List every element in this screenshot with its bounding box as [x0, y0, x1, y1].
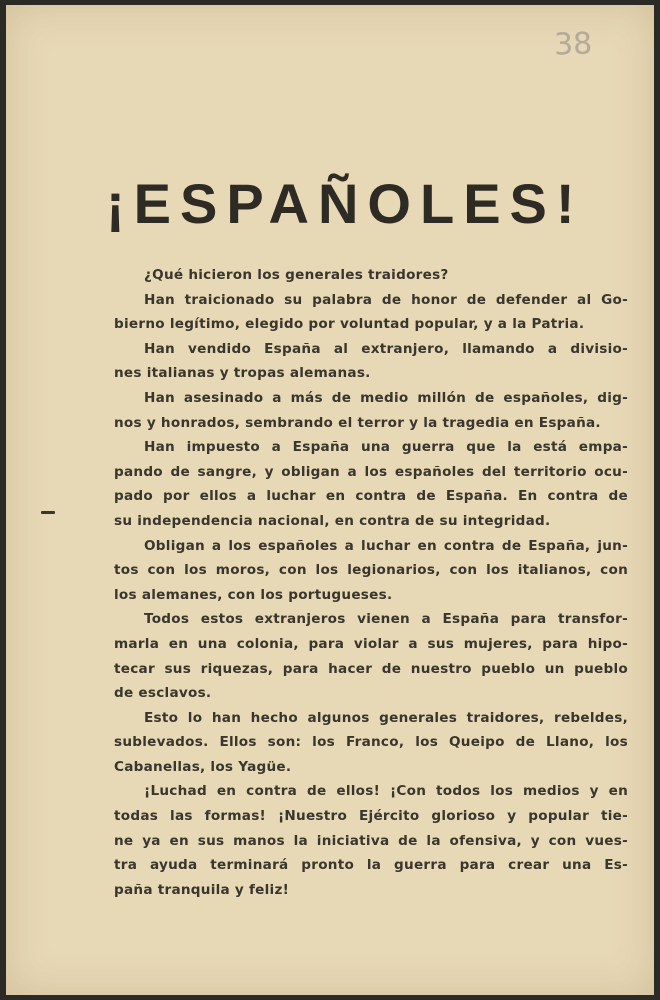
body-text: [114, 263, 628, 902]
text-line: Han vendido España al extranjero, llamando a divisio-: [144, 340, 628, 357]
folio-number: 38: [553, 26, 593, 63]
text-line: de esclavos.: [114, 685, 212, 702]
page-title: ¡ESPAÑOLES!: [106, 172, 584, 235]
text-line: ne ya en sus manos la iniciativa de la ofensiva, y con vues-: [114, 832, 628, 849]
text-line: nes italianas y tropas alemanas.: [114, 365, 371, 382]
text-line: tos con los moros, con los legionarios, con los italianos, con: [114, 562, 628, 579]
text-line: Han impuesto a España una guerra que la está empa-: [144, 439, 628, 456]
text-line: los alemanes, con los portugueses.: [114, 586, 393, 603]
margin-mark: [41, 511, 55, 514]
text-line: tra ayuda terminará pronto la guerra para crear una Es-: [114, 857, 628, 874]
text-line: Han asesinado a más de medio millón de españoles, dig-: [144, 389, 628, 406]
text-line: marla en una colonia, para violar a sus mujeres, para hipo-: [114, 635, 628, 652]
document-page: [6, 5, 654, 995]
text-line: Cabanellas, los Yagüe.: [114, 758, 292, 775]
text-line: sublevados. Ellos son: los Franco, los Queipo de Llano, los: [114, 734, 628, 751]
text-line: bierno legítimo, elegido por voluntad popular, y a la Patria.: [114, 316, 585, 333]
text-line: Obligan a los españoles a luchar en contra de España, jun-: [144, 537, 628, 554]
text-line: nos y honrados, sembrando el terror y la tragedia en España.: [114, 414, 601, 431]
text-line: Han traicionado su palabra de honor de defender al Go-: [144, 291, 628, 308]
text-line: pado por ellos a luchar en contra de España. En contra de: [114, 488, 628, 505]
text-line: paña tranquila y feliz!: [114, 881, 290, 898]
text-line: tecar sus riquezas, para hacer de nuestro pueblo un pueblo: [114, 660, 628, 677]
text-line: todas las formas! ¡Nuestro Ejército glorioso y popular tie-: [114, 808, 628, 825]
text-line: su independencia nacional, en contra de su integridad.: [114, 512, 551, 529]
text-line: ¿Qué hicieron los generales traidores?: [144, 267, 449, 283]
text-line: ¡Luchad en contra de ellos! ¡Con todos los medios y en: [144, 783, 628, 800]
text-line: Todos estos extranjeros vienen a España para transfor-: [144, 611, 628, 628]
text-line: pando de sangre, y obligan a los españoles del territorio ocu-: [114, 463, 628, 480]
text-line: Esto lo han hecho algunos generales traidores, rebeldes,: [144, 709, 628, 726]
